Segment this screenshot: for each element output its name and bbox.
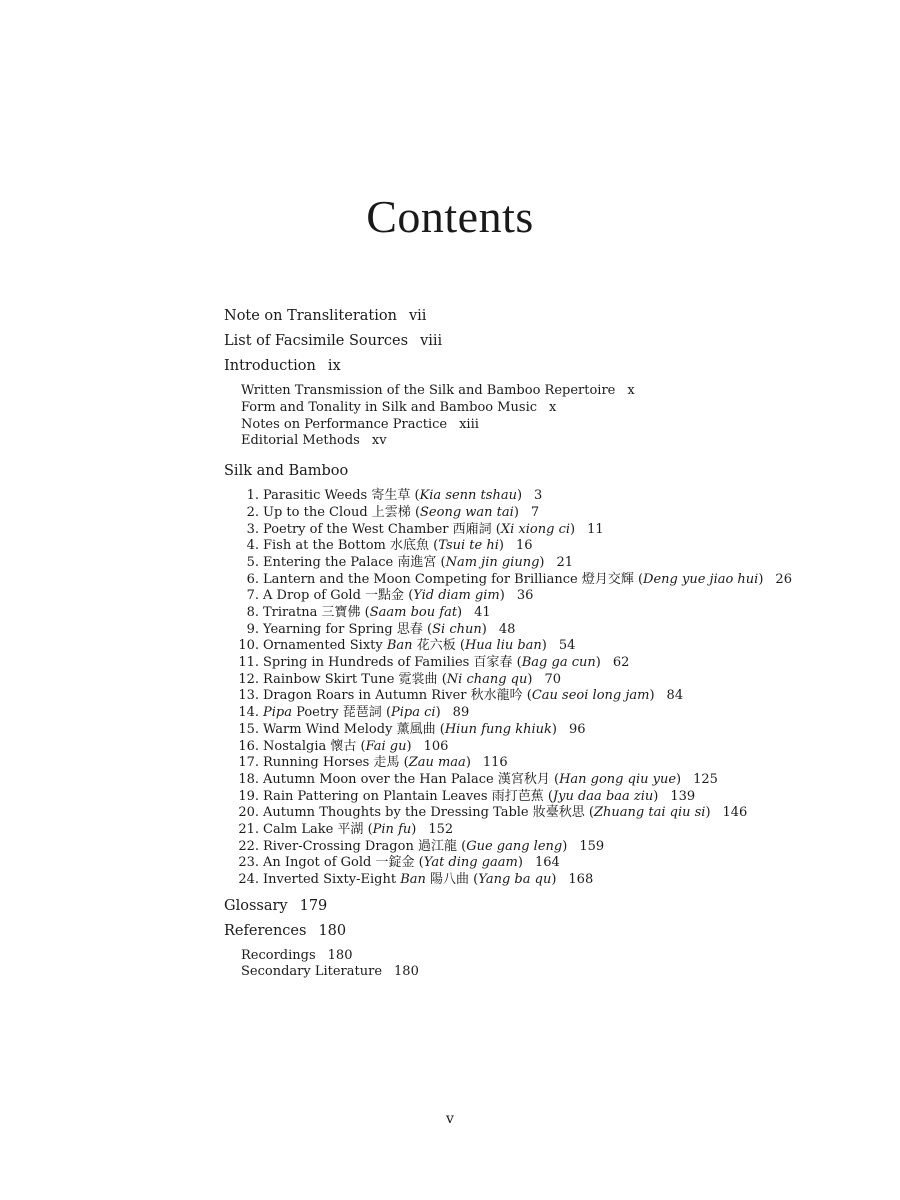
chapter-page: 7 xyxy=(530,504,540,520)
chapter-number: 16. xyxy=(238,738,259,754)
chapter-entry[interactable]: 17. Running Horses 走馬 (Zau maa) 116 xyxy=(224,755,844,772)
chapter-chinese-title: 三寶佛 xyxy=(321,605,361,620)
chapter-page: 21 xyxy=(556,554,574,570)
chapter-chinese-title: 走馬 xyxy=(373,755,400,771)
toc-subentry[interactable] xyxy=(224,964,844,981)
chapter-number: 1. xyxy=(246,488,259,504)
toc-entry-title: Glossary xyxy=(224,897,288,914)
chapter-number: 2. xyxy=(246,504,259,520)
chapter-number: 8. xyxy=(246,605,259,620)
chapter-entry[interactable]: 9. Yearning for Spring 思春 (Si chun) 48 xyxy=(224,622,844,639)
toc-entry-page: 180 xyxy=(394,964,419,980)
chapter-romanization: Pipa ci xyxy=(391,705,436,721)
chapter-page: 62 xyxy=(612,655,630,671)
chapter-page: 26 xyxy=(775,571,792,587)
chapter-page: 116 xyxy=(482,755,508,771)
toc-entry-facsimile-sources[interactable] xyxy=(224,329,844,354)
chapter-chinese-title: 寄生草 xyxy=(371,488,411,504)
chapter-title: Warm Wind Melody xyxy=(263,721,393,737)
chapter-entry[interactable]: 12. Rainbow Skirt Tune 霓裳曲 (Ni chang qu) 70 xyxy=(224,672,844,689)
chapter-chinese-title: 上雲梯 xyxy=(371,504,411,520)
chapter-romanization: Saam bou fat xyxy=(369,605,458,620)
chapter-chinese-title: 漢宮秋月 xyxy=(497,771,550,787)
chapter-number: 6. xyxy=(246,571,259,587)
chapter-page: 152 xyxy=(428,821,454,837)
chapter-title-italic: Pipa xyxy=(263,705,292,721)
chapter-entry[interactable]: 11. Spring in Hundreds of Families 百家春 (Bag ga cun) 62 xyxy=(224,655,844,672)
toc-entry-page: xiii xyxy=(459,416,479,432)
chapter-title: River-Crossing Dragon xyxy=(263,838,414,854)
chapter-page: 146 xyxy=(722,805,748,821)
chapter-entry[interactable]: 24. Inverted Sixty-Eight Ban 陽八曲 (Yang ba qu) 168 xyxy=(224,872,844,889)
chapter-chinese-title: 妝臺秋思 xyxy=(532,805,585,821)
chapter-chinese-title: 水底魚 xyxy=(390,538,430,554)
chapter-page: 54 xyxy=(558,638,576,654)
toc-entry-page: x xyxy=(627,383,635,398)
chapter-list xyxy=(224,488,844,889)
chapter-title: Lantern and the Moon Competing for Brilliance xyxy=(263,571,578,587)
chapter-page: 139 xyxy=(670,788,696,804)
chapter-number: 3. xyxy=(246,521,259,537)
chapter-title: Triratna xyxy=(263,605,318,620)
chapter-romanization: Yang ba qu xyxy=(478,872,552,887)
chapter-entry[interactable]: 20. Autumn Thoughts by the Dressing Table 妝臺秋思 (Zhuang tai qiu si) 146 xyxy=(224,805,844,822)
chapter-chinese-title: 西廂詞 xyxy=(452,521,492,537)
chapter-number: 15. xyxy=(238,721,259,737)
chapter-title: Calm Lake xyxy=(263,821,334,837)
chapter-entry[interactable]: 2. Up to the Cloud 上雲梯 (Seong wan tai) 7 xyxy=(224,505,844,522)
table-of-contents xyxy=(224,304,844,987)
toc-entry-page: 180 xyxy=(327,947,353,963)
chapter-chinese-title: 平湖 xyxy=(337,821,364,837)
chapter-title-rest: Poetry xyxy=(296,705,339,721)
toc-entry-page: 180 xyxy=(318,922,347,939)
chapter-romanization: Zau maa xyxy=(408,755,466,771)
chapter-chinese-title: 燈月交輝 xyxy=(581,571,634,587)
chapter-chinese-title: 南進宮 xyxy=(397,554,437,570)
chapter-chinese-title: 花六板 xyxy=(416,638,456,654)
chapter-romanization: Fai gu xyxy=(365,738,407,754)
toc-entry-title: Recordings xyxy=(241,947,316,963)
chapter-page: 96 xyxy=(568,721,586,737)
chapter-chinese-title: 雨打芭蕉 xyxy=(491,788,544,804)
chapter-title: Entering the Palace xyxy=(263,554,394,570)
chapter-number: 13. xyxy=(238,688,259,704)
toc-subentry[interactable] xyxy=(224,400,844,417)
chapter-page: 168 xyxy=(568,872,594,887)
chapter-entry[interactable]: 1. Parasitic Weeds 寄生草 (Kia senn tshau) 3 xyxy=(224,488,844,505)
chapter-number: 23. xyxy=(238,855,259,871)
chapter-number: 4. xyxy=(246,538,259,554)
toc-subentry[interactable] xyxy=(224,948,844,965)
toc-entry-title: Introduction xyxy=(224,358,316,374)
chapter-romanization: Pin fu xyxy=(372,821,412,837)
toc-entry-page: vii xyxy=(408,308,427,324)
chapter-number: 10. xyxy=(238,638,259,654)
chapter-title: Spring in Hundreds of Families xyxy=(263,655,470,671)
toc-entry-glossary[interactable] xyxy=(224,894,844,919)
chapter-number: 20. xyxy=(238,805,259,821)
chapter-romanization: Ni chang qu xyxy=(446,671,528,687)
chapter-page: 84 xyxy=(666,688,684,704)
toc-entry-note-on-transliteration[interactable] xyxy=(224,304,844,329)
chapter-page: 70 xyxy=(544,671,561,687)
chapter-page: 36 xyxy=(516,588,534,604)
chapter-entry[interactable]: 23. An Ingot of Gold 一錠金 (Yat ding gaam) 164 xyxy=(224,855,844,872)
chapter-chinese-title: 霓裳曲 xyxy=(398,671,438,687)
page-number: v xyxy=(446,1111,454,1127)
chapter-number: 22. xyxy=(238,838,259,854)
chapter-romanization: Seong wan tai xyxy=(420,504,514,520)
chapter-romanization: Hua liu ban xyxy=(464,638,542,654)
chapter-title: Autumn Thoughts by the Dressing Table xyxy=(263,805,529,821)
toc-entry-title: References xyxy=(224,922,307,939)
chapter-page: 11 xyxy=(587,521,604,537)
toc-entry-title: List of Facsimile Sources xyxy=(224,333,409,349)
toc-entry-title: Note on Transliteration xyxy=(224,308,397,324)
chapter-title: Parasitic Weeds xyxy=(263,488,368,504)
chapter-title: Autumn Moon over the Han Palace xyxy=(263,771,494,787)
chapter-title: Yearning for Spring xyxy=(263,621,393,637)
chapter-number: 11. xyxy=(238,655,259,671)
chapter-title: Up to the Cloud xyxy=(263,504,368,520)
chapter-romanization: Kia senn tshau xyxy=(419,488,517,504)
chapter-number: 12. xyxy=(238,671,259,687)
chapter-page: 41 xyxy=(474,605,491,620)
chapter-number: 7. xyxy=(246,588,259,604)
toc-entry-introduction[interactable] xyxy=(224,354,844,379)
chapter-entry[interactable]: 10. Ornamented Sixty Ban 花六板 (Hua liu ban) 54 xyxy=(224,638,844,655)
chapter-page: 48 xyxy=(498,621,516,637)
chapter-entry[interactable]: 14. Pipa Poetry 琵琶詞 (Pipa ci) 89 xyxy=(224,705,844,722)
chapter-chinese-title: 思春 xyxy=(396,621,423,637)
chapter-chinese-title: 薰風曲 xyxy=(396,721,436,737)
chapter-chinese-title: 一點金 xyxy=(365,588,405,604)
toc-entry-title: Secondary Literature xyxy=(241,964,383,980)
introduction-sections xyxy=(224,383,844,450)
chapter-title: Poetry of the West Chamber xyxy=(263,521,449,537)
chapter-page: 159 xyxy=(579,838,605,854)
chapter-entry[interactable]: 16. Nostalgia 懷古 (Fai gu) 106 xyxy=(224,739,844,756)
chapter-chinese-title: 一錠金 xyxy=(375,855,415,871)
chapter-number: 9. xyxy=(246,621,259,637)
chapter-chinese-title: 陽八曲 xyxy=(430,872,470,887)
chapter-number: 24. xyxy=(238,872,259,887)
chapter-entry[interactable]: 15. Warm Wind Melody 薰風曲 (Hiun fung khiuk) 96 xyxy=(224,722,844,739)
chapter-romanization: Hiun fung khiuk xyxy=(444,721,552,737)
chapter-page: 164 xyxy=(534,855,560,871)
toc-entry-page: x xyxy=(549,399,557,415)
chapter-title: Inverted Sixty-Eight xyxy=(263,872,397,887)
toc-subentry[interactable] xyxy=(224,383,844,400)
chapter-entry[interactable]: 8. Triratna 三寶佛 (Saam bou fat) 41 xyxy=(224,605,844,622)
chapter-page: 125 xyxy=(693,771,718,787)
chapter-romanization: Tsui te hi xyxy=(438,538,499,554)
chapter-title: An Ingot of Gold xyxy=(263,855,372,871)
chapter-title: Ornamented Sixty xyxy=(263,638,383,654)
chapter-page: 89 xyxy=(452,705,470,721)
chapter-title-italic: Ban xyxy=(386,638,413,654)
chapter-chinese-title: 懷古 xyxy=(330,738,357,754)
chapter-entry[interactable]: 5. Entering the Palace 南進宮 (Nam jin giung) 21 xyxy=(224,555,844,572)
chapter-romanization: Si chun xyxy=(432,621,482,637)
chapter-number: 18. xyxy=(238,771,259,787)
chapter-title: Fish at the Bottom xyxy=(263,538,386,554)
chapter-entry[interactable]: 19. Rain Pattering on Plantain Leaves 雨打芭蕉 (Jyu daa baa ziu) 139 xyxy=(224,789,844,806)
chapter-entry[interactable]: 4. Fish at the Bottom 水底魚 (Tsui te hi) 16 xyxy=(224,538,844,555)
toc-entry-page: viii xyxy=(420,333,443,349)
reference-sections xyxy=(224,948,844,982)
chapter-title: Running Horses xyxy=(263,755,370,771)
chapter-entry[interactable]: 22. River-Crossing Dragon 過江龍 (Gue gang leng) 159 xyxy=(224,839,844,856)
chapter-romanization: Deng yue jiao hui xyxy=(643,571,759,587)
chapter-title: Nostalgia xyxy=(263,738,327,754)
chapter-romanization: Nam jin giung xyxy=(445,554,540,570)
chapter-number: 17. xyxy=(238,755,259,771)
chapter-entry[interactable]: 3. Poetry of the West Chamber 西廂詞 (Xi xiong ci) 11 xyxy=(224,522,844,539)
chapter-page: 3 xyxy=(534,488,543,504)
toc-entry-title: Form and Tonality in Silk and Bamboo Music xyxy=(241,399,538,415)
chapter-chinese-title: 琵琶詞 xyxy=(342,705,382,721)
chapter-romanization: Jyu daa baa ziu xyxy=(552,788,654,804)
toc-entry-page: 179 xyxy=(299,897,328,914)
toc-entry-page: xv xyxy=(371,433,387,449)
chapter-romanization: Xi xiong ci xyxy=(500,521,571,537)
chapter-title: Dragon Roars in Autumn River xyxy=(263,688,467,704)
chapter-number: 19. xyxy=(238,788,259,804)
chapter-number: 21. xyxy=(238,821,259,837)
chapter-romanization: Yat ding gaam xyxy=(423,855,518,871)
chapter-entry[interactable]: 7. A Drop of Gold 一點金 (Yid diam gim) 36 xyxy=(224,588,844,605)
toc-entry-title: Editorial Methods xyxy=(241,433,360,449)
chapter-title: A Drop of Gold xyxy=(263,588,361,604)
chapter-entry[interactable]: 21. Calm Lake 平湖 (Pin fu) 152 xyxy=(224,822,844,839)
toc-part-title: Silk and Bamboo xyxy=(224,463,349,480)
chapter-chinese-title: 秋水龍吟 xyxy=(470,688,523,704)
chapter-number: 14. xyxy=(238,705,259,721)
chapter-romanization: Yid diam gim xyxy=(413,588,500,604)
chapter-entry[interactable]: 6. Lantern and the Moon Competing for Brilliance 燈月交輝 (Deng yue jiao hui) 26 xyxy=(224,572,844,589)
chapter-entry[interactable]: 18. Autumn Moon over the Han Palace 漢宮秋月 (Han gong qiu yue) 125 xyxy=(224,772,844,789)
chapter-title: Rainbow Skirt Tune xyxy=(263,671,395,687)
chapter-page: 16 xyxy=(515,538,533,554)
toc-entry-references[interactable] xyxy=(224,919,844,944)
chapter-romanization: Zhuang tai qiu si xyxy=(594,805,706,821)
chapter-romanization: Gue gang leng xyxy=(466,838,563,854)
chapter-romanization: Bag ga cun xyxy=(521,655,596,671)
page-title: Contents xyxy=(366,191,534,242)
chapter-title: Rain Pattering on Plantain Leaves xyxy=(263,788,488,804)
toc-entry-page: ix xyxy=(327,358,341,374)
chapter-chinese-title: 百家春 xyxy=(473,655,513,671)
chapter-romanization: Cau seoi long jam xyxy=(531,688,650,704)
toc-entry-title: Written Transmission of the Silk and Bamboo Repertoire xyxy=(241,383,616,398)
toc-entry-title: Notes on Performance Practice xyxy=(241,416,448,432)
chapter-romanization: Han gong qiu yue xyxy=(559,771,677,787)
toc-subentry[interactable] xyxy=(224,433,844,450)
chapter-entry[interactable]: 13. Dragon Roars in Autumn River 秋水龍吟 (Cau seoi long jam) 84 xyxy=(224,688,844,705)
chapter-title-italic: Ban xyxy=(400,872,426,887)
chapter-number: 5. xyxy=(246,554,259,570)
chapter-chinese-title: 過江龍 xyxy=(417,838,457,854)
toc-subentry[interactable] xyxy=(224,417,844,434)
chapter-page: 106 xyxy=(423,738,449,754)
